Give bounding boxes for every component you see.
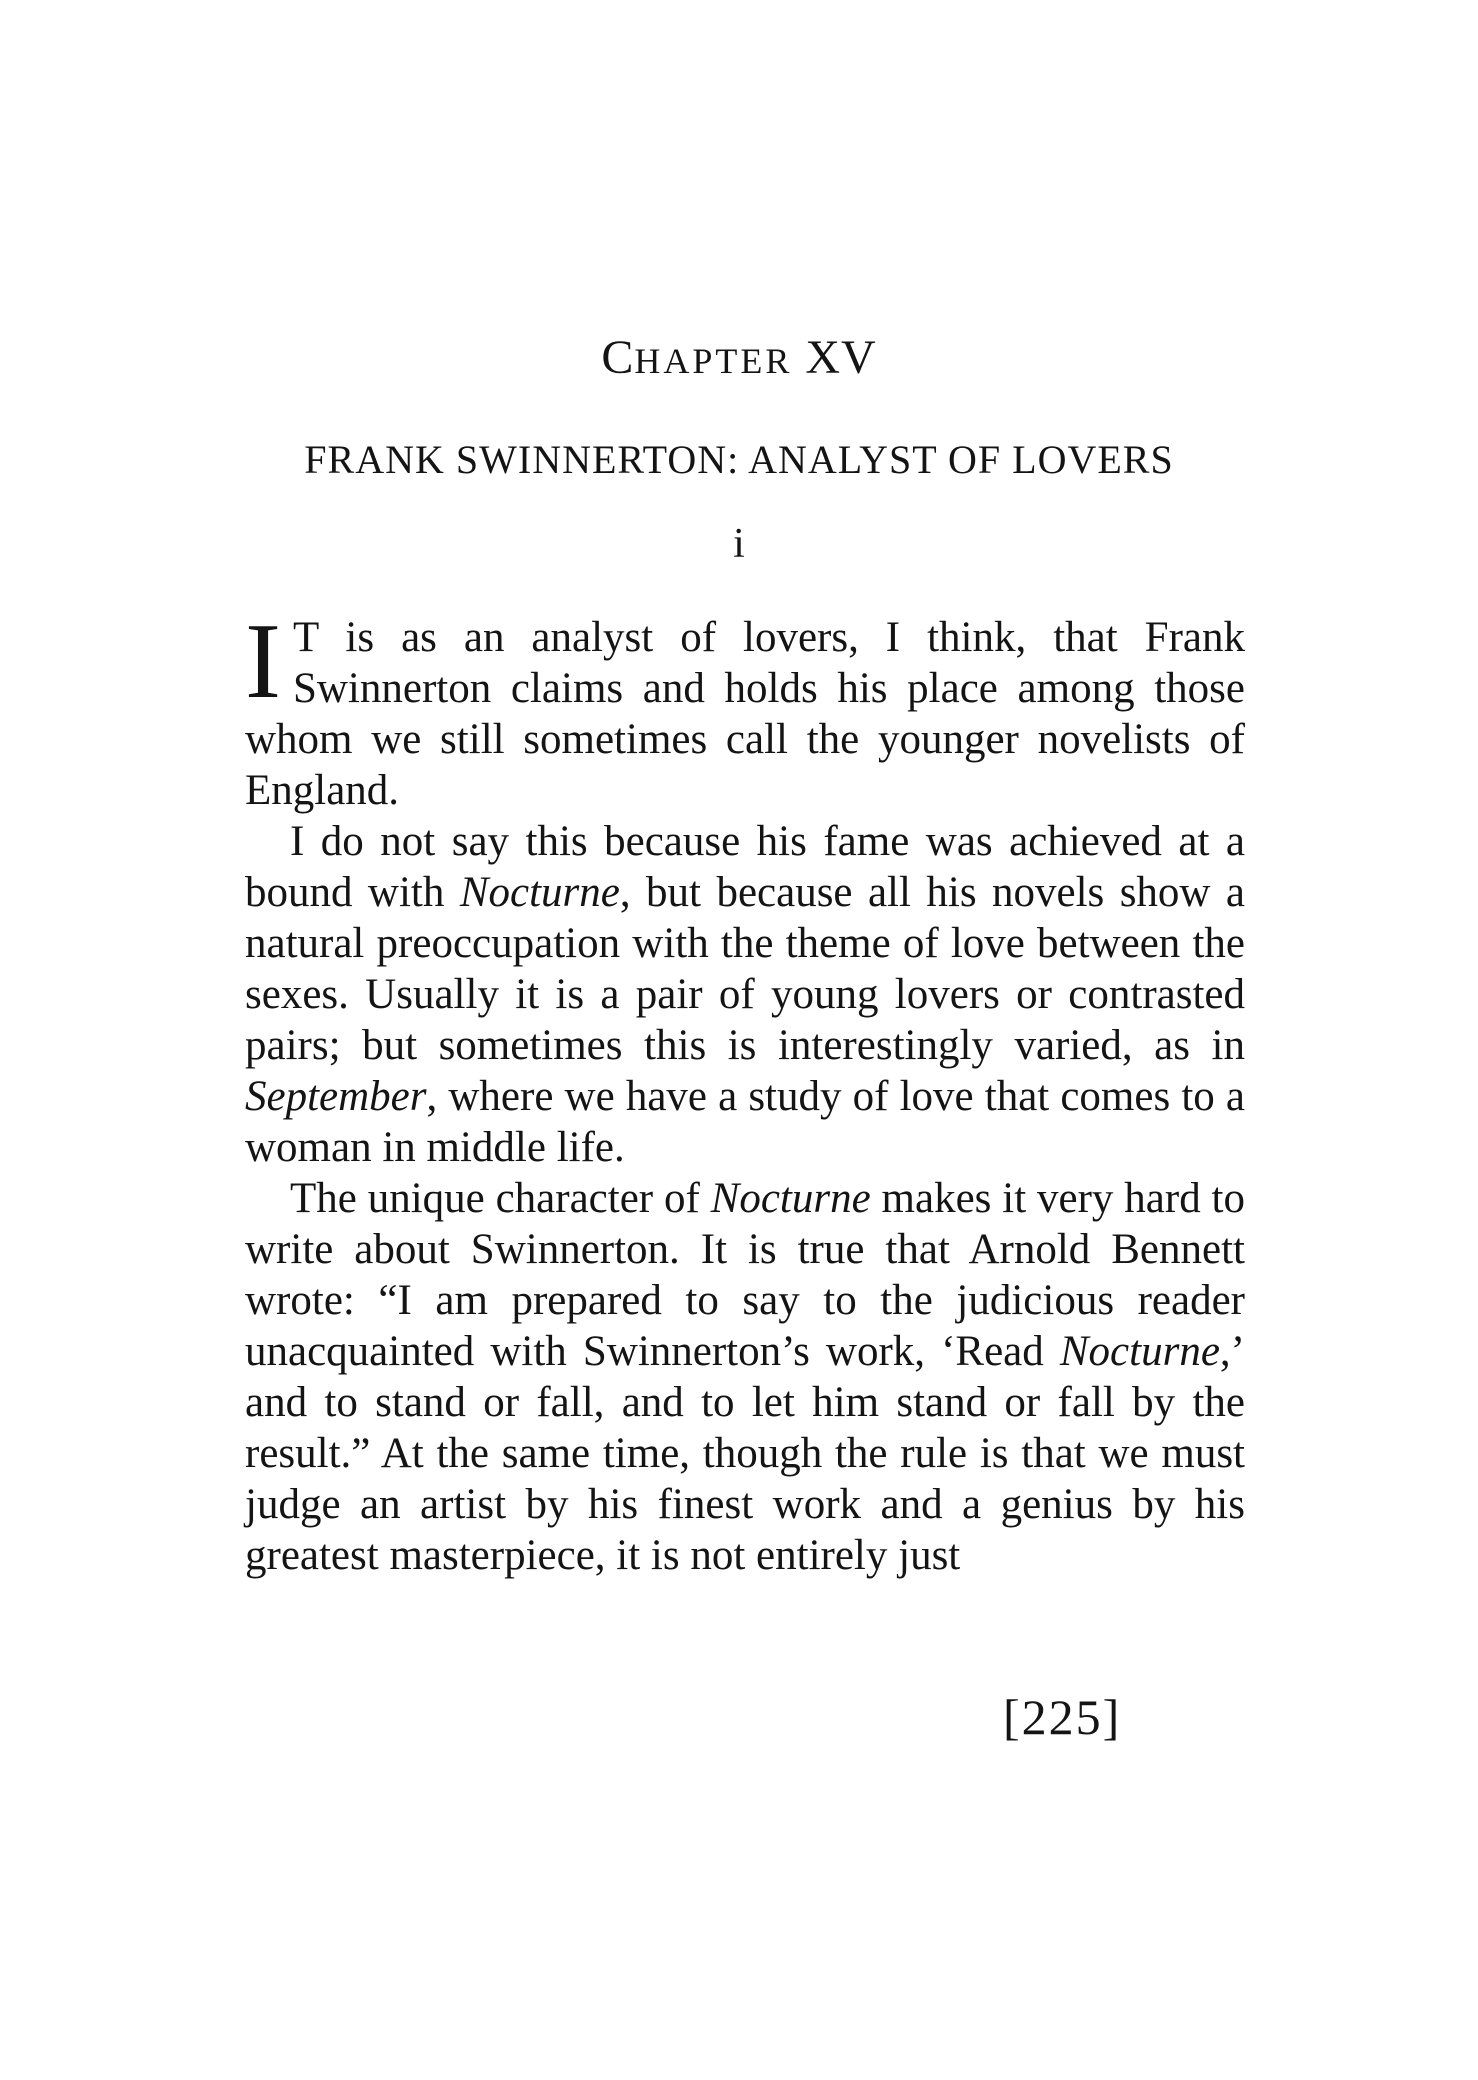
paragraph-3-part-b: makes it very hard to write about Swinnerton. It is true that Arnold Bennett wrote: “I am prepared to say to the judicious reader unacquainted with Swinnerton’s work, ‘Read <box>245 1175 1245 1375</box>
chapter-title: FRANK SWINNERTON: ANALYST OF LOVERS <box>304 437 1174 482</box>
book-title-nocturne: Nocturne <box>1059 1328 1220 1375</box>
chapter-label-rest: HAPTER <box>634 341 793 381</box>
paragraph-1-text: T is as an analyst of lovers, I think, that Frank Swinnerton claims and holds his place among those whom we still sometimes call the younger novelists of England. <box>245 614 1245 814</box>
paragraph-3-part-a: The unique character of <box>290 1175 711 1222</box>
paragraph-2-part-b: , but because all his novels show a natural preoccupation with the theme of love between the sexes. Usually it is a pair of young lovers or contrasted pairs; but sometimes this is interestingly varied, as in <box>245 869 1245 1069</box>
paragraph-2-part-c: , where we have a study of love that comes to a woman in middle life. <box>245 1073 1245 1171</box>
book-title-nocturne: Nocturne <box>459 869 620 916</box>
paragraph-1 <box>245 602 1245 816</box>
body-text <box>245 602 1245 1581</box>
paragraph-2-part-a: I do not say this because his fame was achieved at a bound with <box>245 818 1245 916</box>
section-number: i <box>733 521 745 567</box>
chapter-heading <box>0 330 1478 385</box>
chapter-number: XV <box>805 331 877 384</box>
page-number: [225] <box>1003 1689 1122 1745</box>
paragraph-3 <box>245 1173 1245 1581</box>
paragraph-3-part-c: ,’ and to stand or fall, and to let him stand or fall by the result.” At the same time, though the rule is that we must judge an artist by his finest work and a genius by his greatest masterpiece, it is not entirely just <box>245 1328 1245 1579</box>
paragraph-2 <box>245 816 1245 1173</box>
chapter-label-initial: C <box>601 331 635 384</box>
book-title-nocturne: Nocturne <box>710 1175 871 1222</box>
drop-cap: I <box>245 602 281 721</box>
book-title-september: September <box>245 1073 427 1120</box>
